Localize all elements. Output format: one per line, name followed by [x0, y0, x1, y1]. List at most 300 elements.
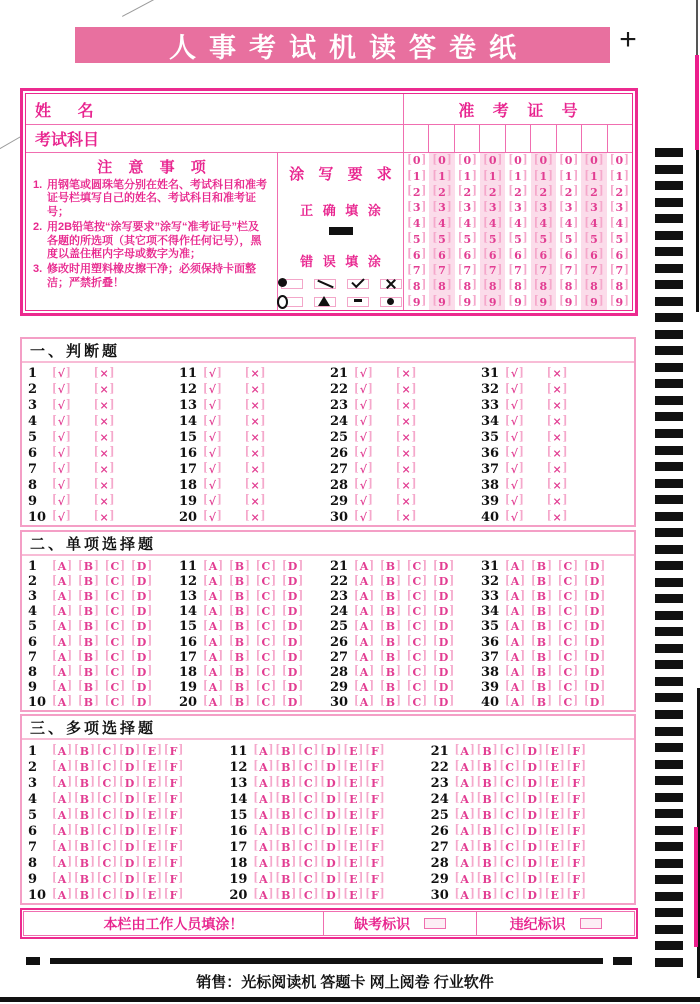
s3-q15-option-C[interactable]: [ C ]	[298, 807, 319, 822]
s3-q10-option-E[interactable]: [ E ]	[142, 887, 162, 902]
s3-q15-option-B[interactable]: [ B ]	[275, 807, 297, 822]
s1-q2-option-cross[interactable]: [ × ]	[93, 382, 115, 397]
s1-q29-option-cross[interactable]: [ × ]	[395, 494, 417, 508]
s2-q19-option-D[interactable]: [ D ]	[282, 680, 304, 694]
s3-q17-option-E[interactable]: [ E ]	[343, 839, 364, 854]
s3-q4-option-F[interactable]: [ F ]	[163, 791, 184, 806]
s3-q13-option-E[interactable]: [ E ]	[343, 775, 364, 790]
s2-q36-option-A[interactable]: [ A ]	[505, 634, 526, 649]
s2-q18-option-C[interactable]: [ C ]	[255, 665, 277, 679]
s3-q17-option-F[interactable]: [ F ]	[365, 839, 385, 854]
ticket-bubble-c2-7[interactable]: [ 7 ]	[432, 263, 452, 278]
s1-q37-option-check[interactable]: [ √ ]	[505, 462, 524, 476]
ticket-bubble-c3-2[interactable]: [ 2 ]	[457, 185, 477, 199]
s2-q4-option-D[interactable]: [ D ]	[131, 604, 153, 619]
ticket-bubble-c5-4[interactable]: [ 4 ]	[508, 216, 528, 231]
ticket-bubble-c3-9[interactable]: [ 9 ]	[457, 294, 477, 309]
ticket-writein-cell-8[interactable]	[582, 125, 607, 152]
s2-q32-option-B[interactable]: [ B ]	[531, 574, 552, 589]
ticket-bubble-c5-5[interactable]: [ 5 ]	[508, 232, 528, 246]
s3-q9-option-F[interactable]: [ F ]	[163, 871, 184, 886]
s3-q19-option-B[interactable]: [ B ]	[275, 871, 297, 886]
s3-q23-option-E[interactable]: [ E ]	[544, 775, 565, 790]
s1-q2-option-check[interactable]: [ √ ]	[52, 382, 71, 397]
ticket-bubble-c2-0[interactable]: [ 0 ]	[432, 153, 452, 168]
s2-q34-option-C[interactable]: [ C ]	[557, 604, 579, 619]
ticket-bubble-c9-5[interactable]: [ 5 ]	[609, 232, 629, 246]
s3-q27-option-A[interactable]: [ A ]	[454, 839, 475, 854]
ticket-bubble-c4-2[interactable]: [ 2 ]	[483, 185, 503, 199]
s1-q22-option-cross[interactable]: [ × ]	[395, 382, 417, 397]
s3-q5-option-B[interactable]: [ B ]	[74, 807, 95, 822]
s3-q5-option-C[interactable]: [ C ]	[96, 807, 118, 822]
s2-q16-option-A[interactable]: [ A ]	[203, 634, 224, 649]
s2-q9-option-C[interactable]: [ C ]	[104, 680, 126, 694]
s3-q15-option-A[interactable]: [ A ]	[253, 807, 274, 822]
s2-q6-option-C[interactable]: [ C ]	[104, 634, 126, 649]
ticket-bubble-c3-3[interactable]: [ 3 ]	[457, 200, 477, 215]
s3-q4-option-E[interactable]: [ E ]	[142, 791, 162, 806]
s3-q22-option-E[interactable]: [ E ]	[544, 759, 565, 774]
s2-q32-option-A[interactable]: [ A ]	[505, 574, 526, 589]
s2-q1-option-A[interactable]: [ A ]	[52, 559, 73, 574]
ticket-bubble-c4-6[interactable]: [ 6 ]	[483, 247, 503, 262]
ticket-bubble-c5-3[interactable]: [ 3 ]	[508, 200, 528, 215]
s3-q8-option-B[interactable]: [ B ]	[74, 855, 95, 870]
ticket-writein-cell-7[interactable]	[557, 125, 582, 152]
s3-q20-option-F[interactable]: [ F ]	[365, 887, 385, 902]
ticket-bubble-c7-4[interactable]: [ 4 ]	[559, 216, 579, 231]
s2-q33-option-C[interactable]: [ C ]	[557, 589, 579, 604]
s3-q15-option-F[interactable]: [ F ]	[365, 807, 385, 822]
ticket-bubble-c5-8[interactable]: [ 8 ]	[508, 279, 528, 293]
s2-q34-option-B[interactable]: [ B ]	[531, 604, 552, 619]
s1-q20-option-check[interactable]: [ √ ]	[203, 509, 222, 524]
s3-q7-option-B[interactable]: [ B ]	[74, 839, 95, 854]
s2-q7-option-B[interactable]: [ B ]	[78, 649, 99, 664]
s2-q36-option-B[interactable]: [ B ]	[531, 634, 552, 649]
s1-q34-option-cross[interactable]: [ × ]	[546, 414, 568, 429]
ticket-bubble-c5-1[interactable]: [ 1 ]	[508, 169, 528, 184]
s2-q33-option-B[interactable]: [ B ]	[531, 589, 552, 604]
s3-q23-option-B[interactable]: [ B ]	[476, 775, 498, 790]
ticket-bubble-c6-2[interactable]: [ 2 ]	[533, 185, 553, 199]
s3-q7-option-D[interactable]: [ D ]	[119, 839, 141, 854]
s2-q13-option-A[interactable]: [ A ]	[203, 589, 224, 604]
ticket-bubble-c7-2[interactable]: [ 2 ]	[559, 185, 579, 199]
ticket-bubble-c2-3[interactable]: [ 3 ]	[432, 200, 452, 215]
ticket-bubble-c9-9[interactable]: [ 9 ]	[609, 294, 629, 309]
s2-q16-option-B[interactable]: [ B ]	[229, 634, 250, 649]
s3-q14-option-B[interactable]: [ B ]	[275, 791, 297, 806]
s3-q27-option-E[interactable]: [ E ]	[544, 839, 565, 854]
s3-q24-option-E[interactable]: [ E ]	[544, 791, 565, 806]
s1-q34-option-check[interactable]: [ √ ]	[505, 414, 524, 429]
s3-q14-option-E[interactable]: [ E ]	[343, 791, 364, 806]
s3-q20-option-B[interactable]: [ B ]	[275, 887, 297, 902]
ticket-bubble-c7-5[interactable]: [ 5 ]	[559, 232, 579, 246]
s2-q10-option-D[interactable]: [ D ]	[131, 695, 153, 709]
s3-q24-option-A[interactable]: [ A ]	[454, 791, 475, 806]
s3-q19-option-C[interactable]: [ C ]	[298, 871, 319, 886]
ticket-bubble-c5-6[interactable]: [ 6 ]	[508, 247, 528, 262]
ticket-bubble-c7-8[interactable]: [ 8 ]	[559, 279, 579, 293]
s2-q16-option-C[interactable]: [ C ]	[255, 634, 277, 649]
s3-q3-option-B[interactable]: [ B ]	[74, 775, 95, 790]
s3-q22-option-D[interactable]: [ D ]	[521, 759, 543, 774]
s3-q1-option-D[interactable]: [ D ]	[119, 743, 141, 758]
s3-q8-option-F[interactable]: [ F ]	[163, 855, 184, 870]
s3-q20-option-E[interactable]: [ E ]	[343, 887, 364, 902]
s2-q5-option-D[interactable]: [ D ]	[131, 619, 153, 634]
s2-q8-option-D[interactable]: [ D ]	[131, 665, 153, 679]
s2-q37-option-B[interactable]: [ B ]	[531, 649, 552, 664]
s3-q24-option-F[interactable]: [ F ]	[566, 791, 586, 806]
s1-q5-option-cross[interactable]: [ × ]	[93, 430, 115, 445]
s3-q5-option-A[interactable]: [ A ]	[52, 807, 73, 822]
s2-q30-option-A[interactable]: [ A ]	[354, 695, 375, 709]
s2-q17-option-C[interactable]: [ C ]	[255, 649, 277, 664]
s2-q25-option-D[interactable]: [ D ]	[433, 619, 455, 634]
s1-q24-option-cross[interactable]: [ × ]	[395, 414, 417, 429]
s1-q40-option-check[interactable]: [ √ ]	[505, 509, 524, 524]
s3-q21-option-E[interactable]: [ E ]	[544, 743, 565, 758]
s2-q4-option-A[interactable]: [ A ]	[52, 604, 73, 619]
s3-q9-option-E[interactable]: [ E ]	[142, 871, 162, 886]
ticket-bubble-c7-9[interactable]: [ 9 ]	[559, 294, 579, 309]
s3-q3-option-A[interactable]: [ A ]	[52, 775, 73, 790]
s2-q30-option-D[interactable]: [ D ]	[433, 695, 455, 709]
s3-q26-option-D[interactable]: [ D ]	[521, 823, 543, 838]
s2-q25-option-A[interactable]: [ A ]	[354, 619, 375, 634]
s2-q38-option-A[interactable]: [ A ]	[505, 665, 526, 679]
s3-q28-option-F[interactable]: [ F ]	[566, 855, 586, 870]
s3-q11-option-D[interactable]: [ D ]	[320, 743, 342, 758]
ticket-bubble-c8-2[interactable]: [ 2 ]	[584, 185, 604, 199]
absent-mark-box[interactable]	[424, 918, 446, 929]
s3-q29-option-B[interactable]: [ B ]	[476, 871, 498, 886]
ticket-bubble-c4-9[interactable]: [ 9 ]	[483, 294, 503, 309]
s2-q9-option-A[interactable]: [ A ]	[52, 680, 73, 694]
s3-q16-option-F[interactable]: [ F ]	[365, 823, 385, 838]
s3-q7-option-C[interactable]: [ C ]	[96, 839, 118, 854]
ticket-bubble-c6-3[interactable]: [ 3 ]	[533, 200, 553, 215]
s1-q29-option-check[interactable]: [ √ ]	[354, 494, 373, 508]
s3-q2-option-E[interactable]: [ E ]	[142, 759, 162, 774]
s1-q6-option-cross[interactable]: [ × ]	[93, 446, 115, 460]
ticket-bubble-c1-8[interactable]: [ 8 ]	[407, 279, 427, 293]
s2-q15-option-A[interactable]: [ A ]	[203, 619, 224, 634]
s2-q22-option-B[interactable]: [ B ]	[380, 574, 401, 589]
s2-q17-option-A[interactable]: [ A ]	[203, 649, 224, 664]
ticket-bubble-c8-9[interactable]: [ 9 ]	[584, 294, 604, 309]
s1-q26-option-check[interactable]: [ √ ]	[354, 446, 373, 460]
s2-q31-option-C[interactable]: [ C ]	[557, 559, 579, 574]
s3-q11-option-F[interactable]: [ F ]	[365, 743, 385, 758]
s3-q6-option-C[interactable]: [ C ]	[96, 823, 118, 838]
s2-q2-option-C[interactable]: [ C ]	[104, 574, 126, 589]
s2-q39-option-B[interactable]: [ B ]	[531, 680, 552, 694]
s3-q4-option-B[interactable]: [ B ]	[74, 791, 95, 806]
s3-q26-option-B[interactable]: [ B ]	[476, 823, 498, 838]
ticket-writein-cell-6[interactable]	[531, 125, 556, 152]
s3-q22-option-C[interactable]: [ C ]	[499, 759, 520, 774]
s1-q39-option-check[interactable]: [ √ ]	[505, 494, 524, 508]
s2-q33-option-D[interactable]: [ D ]	[584, 589, 606, 604]
ticket-bubble-c5-7[interactable]: [ 7 ]	[508, 263, 528, 278]
s3-q30-option-B[interactable]: [ B ]	[476, 887, 498, 902]
s2-q22-option-C[interactable]: [ C ]	[406, 574, 428, 589]
s3-q12-option-C[interactable]: [ C ]	[298, 759, 319, 774]
name-input-area[interactable]	[94, 94, 403, 124]
s2-q24-option-A[interactable]: [ A ]	[354, 604, 375, 619]
s1-q11-option-check[interactable]: [ √ ]	[203, 366, 222, 381]
s1-q36-option-check[interactable]: [ √ ]	[505, 446, 524, 460]
s2-q23-option-A[interactable]: [ A ]	[354, 589, 375, 604]
s2-q33-option-A[interactable]: [ A ]	[505, 589, 526, 604]
s2-q25-option-B[interactable]: [ B ]	[380, 619, 401, 634]
s2-q31-option-A[interactable]: [ A ]	[505, 559, 526, 574]
ticket-bubble-c9-1[interactable]: [ 1 ]	[609, 169, 629, 184]
s3-q10-option-C[interactable]: [ C ]	[96, 887, 118, 902]
s2-q10-option-A[interactable]: [ A ]	[52, 695, 73, 709]
s2-q38-option-D[interactable]: [ D ]	[584, 665, 606, 679]
s3-q25-option-B[interactable]: [ B ]	[476, 807, 498, 822]
s1-q11-option-cross[interactable]: [ × ]	[244, 366, 266, 381]
s1-q25-option-check[interactable]: [ √ ]	[354, 430, 373, 445]
s3-q17-option-A[interactable]: [ A ]	[253, 839, 274, 854]
s1-q38-option-check[interactable]: [ √ ]	[505, 478, 524, 492]
ticket-bubble-c1-2[interactable]: [ 2 ]	[407, 185, 427, 199]
s2-q12-option-C[interactable]: [ C ]	[255, 574, 277, 589]
s3-q23-option-A[interactable]: [ A ]	[454, 775, 475, 790]
ticket-bubble-c2-6[interactable]: [ 6 ]	[432, 247, 452, 262]
s2-q13-option-B[interactable]: [ B ]	[229, 589, 250, 604]
ticket-bubble-c8-3[interactable]: [ 3 ]	[584, 200, 604, 215]
s2-q5-option-B[interactable]: [ B ]	[78, 619, 99, 634]
s1-q19-option-check[interactable]: [ √ ]	[203, 494, 222, 508]
ticket-bubble-c6-8[interactable]: [ 8 ]	[533, 279, 553, 293]
s2-q37-option-C[interactable]: [ C ]	[557, 649, 579, 664]
s1-q5-option-check[interactable]: [ √ ]	[52, 430, 71, 445]
ticket-bubble-c2-4[interactable]: [ 4 ]	[432, 216, 452, 231]
s3-q19-option-E[interactable]: [ E ]	[343, 871, 364, 886]
s2-q7-option-C[interactable]: [ C ]	[104, 649, 126, 664]
s3-q18-option-D[interactable]: [ D ]	[320, 855, 342, 870]
ticket-bubble-c6-7[interactable]: [ 7 ]	[533, 263, 553, 278]
s3-q25-option-A[interactable]: [ A ]	[454, 807, 475, 822]
ticket-bubble-c4-4[interactable]: [ 4 ]	[483, 216, 503, 231]
s2-q15-option-B[interactable]: [ B ]	[229, 619, 250, 634]
ticket-writein-cell-5[interactable]	[506, 125, 531, 152]
s3-q26-option-E[interactable]: [ E ]	[544, 823, 565, 838]
s3-q22-option-F[interactable]: [ F ]	[566, 759, 586, 774]
s3-q23-option-C[interactable]: [ C ]	[499, 775, 520, 790]
s3-q21-option-C[interactable]: [ C ]	[499, 743, 520, 758]
s3-q6-option-A[interactable]: [ A ]	[52, 823, 73, 838]
s3-q30-option-A[interactable]: [ A ]	[454, 887, 475, 902]
s1-q27-option-check[interactable]: [ √ ]	[354, 462, 373, 476]
s2-q20-option-B[interactable]: [ B ]	[229, 695, 250, 709]
s2-q26-option-D[interactable]: [ D ]	[433, 634, 455, 649]
s3-q16-option-A[interactable]: [ A ]	[253, 823, 274, 838]
s3-q18-option-C[interactable]: [ C ]	[298, 855, 319, 870]
s1-q33-option-check[interactable]: [ √ ]	[505, 398, 524, 413]
ticket-bubble-c9-0[interactable]: [ 0 ]	[609, 153, 629, 168]
ticket-bubble-c3-0[interactable]: [ 0 ]	[457, 153, 477, 168]
s2-q32-option-D[interactable]: [ D ]	[584, 574, 606, 589]
ticket-bubble-c8-6[interactable]: [ 6 ]	[584, 247, 604, 262]
s1-q16-option-cross[interactable]: [ × ]	[244, 446, 266, 460]
s3-q12-option-B[interactable]: [ B ]	[275, 759, 297, 774]
s2-q27-option-C[interactable]: [ C ]	[406, 649, 428, 664]
s2-q11-option-D[interactable]: [ D ]	[282, 559, 304, 574]
ticket-bubble-c4-8[interactable]: [ 8 ]	[483, 279, 503, 293]
s3-q10-option-F[interactable]: [ F ]	[163, 887, 184, 902]
ticket-bubble-c2-5[interactable]: [ 5 ]	[432, 232, 452, 246]
s3-q20-option-C[interactable]: [ C ]	[298, 887, 319, 902]
s2-q35-option-B[interactable]: [ B ]	[531, 619, 552, 634]
s2-q2-option-D[interactable]: [ D ]	[131, 574, 153, 589]
s2-q40-option-D[interactable]: [ D ]	[584, 695, 606, 709]
s1-q31-option-check[interactable]: [ √ ]	[505, 366, 524, 381]
s3-q11-option-E[interactable]: [ E ]	[343, 743, 364, 758]
s1-q13-option-check[interactable]: [ √ ]	[203, 398, 222, 413]
s3-q25-option-D[interactable]: [ D ]	[521, 807, 543, 822]
s1-q4-option-cross[interactable]: [ × ]	[93, 414, 115, 429]
s2-q7-option-A[interactable]: [ A ]	[52, 649, 73, 664]
s3-q24-option-C[interactable]: [ C ]	[499, 791, 520, 806]
s3-q8-option-D[interactable]: [ D ]	[119, 855, 141, 870]
s2-q20-option-A[interactable]: [ A ]	[203, 695, 224, 709]
s3-q1-option-B[interactable]: [ B ]	[74, 743, 95, 758]
s2-q27-option-D[interactable]: [ D ]	[433, 649, 455, 664]
s2-q10-option-C[interactable]: [ C ]	[104, 695, 126, 709]
s2-q16-option-D[interactable]: [ D ]	[282, 634, 304, 649]
s3-q12-option-E[interactable]: [ E ]	[343, 759, 364, 774]
s2-q8-option-A[interactable]: [ A ]	[52, 665, 73, 679]
s2-q21-option-A[interactable]: [ A ]	[354, 559, 375, 574]
s3-q2-option-F[interactable]: [ F ]	[163, 759, 184, 774]
s2-q35-option-D[interactable]: [ D ]	[584, 619, 606, 634]
s3-q6-option-F[interactable]: [ F ]	[163, 823, 184, 838]
s1-q30-option-cross[interactable]: [ × ]	[395, 509, 417, 524]
s1-q9-option-cross[interactable]: [ × ]	[93, 494, 115, 508]
ticket-bubble-c6-9[interactable]: [ 9 ]	[533, 294, 553, 309]
s3-q28-option-E[interactable]: [ E ]	[544, 855, 565, 870]
s3-q6-option-E[interactable]: [ E ]	[142, 823, 162, 838]
s3-q2-option-B[interactable]: [ B ]	[74, 759, 95, 774]
s2-q29-option-C[interactable]: [ C ]	[406, 680, 428, 694]
s1-q21-option-cross[interactable]: [ × ]	[395, 366, 417, 381]
s2-q37-option-A[interactable]: [ A ]	[505, 649, 526, 664]
s1-q7-option-check[interactable]: [ √ ]	[52, 462, 71, 476]
s1-q20-option-cross[interactable]: [ × ]	[244, 509, 266, 524]
s2-q14-option-B[interactable]: [ B ]	[229, 604, 250, 619]
ticket-bubble-c6-5[interactable]: [ 5 ]	[533, 232, 553, 246]
s3-q29-option-C[interactable]: [ C ]	[499, 871, 520, 886]
s2-q28-option-C[interactable]: [ C ]	[406, 665, 428, 679]
s2-q3-option-B[interactable]: [ B ]	[78, 589, 99, 604]
s1-q28-option-cross[interactable]: [ × ]	[395, 478, 417, 492]
s2-q28-option-A[interactable]: [ A ]	[354, 665, 375, 679]
ticket-bubble-c7-7[interactable]: [ 7 ]	[559, 263, 579, 278]
s2-q8-option-B[interactable]: [ B ]	[78, 665, 99, 679]
s2-q15-option-D[interactable]: [ D ]	[282, 619, 304, 634]
s2-q31-option-B[interactable]: [ B ]	[531, 559, 552, 574]
s3-q1-option-C[interactable]: [ C ]	[96, 743, 118, 758]
s2-q12-option-B[interactable]: [ B ]	[229, 574, 250, 589]
ticket-bubble-c7-1[interactable]: [ 1 ]	[559, 169, 579, 184]
s1-q15-option-check[interactable]: [ √ ]	[203, 430, 222, 445]
s3-q9-option-B[interactable]: [ B ]	[74, 871, 95, 886]
s3-q21-option-B[interactable]: [ B ]	[476, 743, 498, 758]
s1-q27-option-cross[interactable]: [ × ]	[395, 462, 417, 476]
s3-q11-option-A[interactable]: [ A ]	[253, 743, 274, 758]
s2-q2-option-B[interactable]: [ B ]	[78, 574, 99, 589]
s2-q23-option-C[interactable]: [ C ]	[406, 589, 428, 604]
ticket-bubble-c1-4[interactable]: [ 4 ]	[407, 216, 427, 231]
s2-q11-option-C[interactable]: [ C ]	[255, 559, 277, 574]
s3-q16-option-E[interactable]: [ E ]	[343, 823, 364, 838]
s2-q11-option-B[interactable]: [ B ]	[229, 559, 250, 574]
ticket-bubble-c4-3[interactable]: [ 3 ]	[483, 200, 503, 215]
ticket-bubble-c1-9[interactable]: [ 9 ]	[407, 294, 427, 309]
s3-q6-option-B[interactable]: [ B ]	[74, 823, 95, 838]
ticket-bubble-c3-1[interactable]: [ 1 ]	[457, 169, 477, 184]
s1-q40-option-cross[interactable]: [ × ]	[546, 509, 568, 524]
s3-q28-option-C[interactable]: [ C ]	[499, 855, 520, 870]
s2-q6-option-B[interactable]: [ B ]	[78, 634, 99, 649]
s3-q20-option-D[interactable]: [ D ]	[320, 887, 342, 902]
ticket-bubble-c7-6[interactable]: [ 6 ]	[559, 247, 579, 262]
s3-q21-option-F[interactable]: [ F ]	[566, 743, 586, 758]
s2-q6-option-D[interactable]: [ D ]	[131, 634, 153, 649]
s2-q4-option-C[interactable]: [ C ]	[104, 604, 126, 619]
s2-q12-option-A[interactable]: [ A ]	[203, 574, 224, 589]
s3-q12-option-A[interactable]: [ A ]	[253, 759, 274, 774]
s2-q3-option-D[interactable]: [ D ]	[131, 589, 153, 604]
s1-q14-option-cross[interactable]: [ × ]	[244, 414, 266, 429]
s3-q27-option-B[interactable]: [ B ]	[476, 839, 498, 854]
s1-q24-option-check[interactable]: [ √ ]	[354, 414, 373, 429]
s3-q29-option-F[interactable]: [ F ]	[566, 871, 586, 886]
s3-q17-option-B[interactable]: [ B ]	[275, 839, 297, 854]
s2-q18-option-B[interactable]: [ B ]	[229, 665, 250, 679]
s3-q17-option-D[interactable]: [ D ]	[320, 839, 342, 854]
s2-q26-option-B[interactable]: [ B ]	[380, 634, 401, 649]
s1-q28-option-check[interactable]: [ √ ]	[354, 478, 373, 492]
s3-q18-option-A[interactable]: [ A ]	[253, 855, 274, 870]
s1-q10-option-check[interactable]: [ √ ]	[52, 509, 71, 524]
s2-q14-option-C[interactable]: [ C ]	[255, 604, 277, 619]
s3-q5-option-F[interactable]: [ F ]	[163, 807, 184, 822]
s2-q7-option-D[interactable]: [ D ]	[131, 649, 153, 664]
ticket-bubble-c3-5[interactable]: [ 5 ]	[457, 232, 477, 246]
s2-q10-option-B[interactable]: [ B ]	[78, 695, 99, 709]
ticket-bubble-c4-7[interactable]: [ 7 ]	[483, 263, 503, 278]
s2-q35-option-C[interactable]: [ C ]	[557, 619, 579, 634]
s3-q8-option-C[interactable]: [ C ]	[96, 855, 118, 870]
s2-q1-option-C[interactable]: [ C ]	[104, 559, 126, 574]
s1-q4-option-check[interactable]: [ √ ]	[52, 414, 71, 429]
s3-q7-option-A[interactable]: [ A ]	[52, 839, 73, 854]
s1-q16-option-check[interactable]: [ √ ]	[203, 446, 222, 460]
s1-q8-option-check[interactable]: [ √ ]	[52, 478, 71, 492]
s3-q9-option-A[interactable]: [ A ]	[52, 871, 73, 886]
s3-q24-option-D[interactable]: [ D ]	[521, 791, 543, 806]
s3-q28-option-A[interactable]: [ A ]	[454, 855, 475, 870]
